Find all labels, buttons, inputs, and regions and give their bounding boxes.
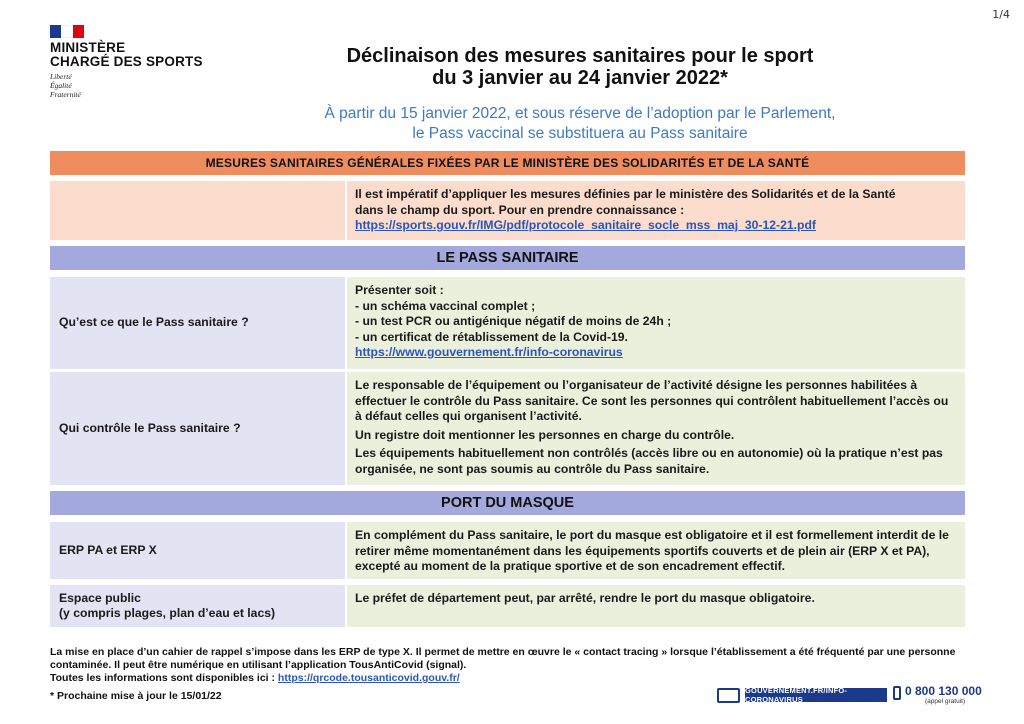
gov-info-banner[interactable]: GOUVERNEMENT.FR/INFO-CORONAVIRUS (745, 688, 887, 702)
pass-control-answer (347, 372, 965, 485)
pass-control-label: Qui contrôle le Pass sanitaire ? (59, 420, 241, 435)
mask-erp-text: En complément du Pass sanitaire, le port du masque est obligatoire et il est formellement interdit de le retirer même momentanément dans les équipements sportifs couverts et de plein air (ERP X et PA), excepté au moment de la pratique sportive et de son encadrement effectif. (355, 528, 949, 573)
pass-definition-line4: - un certificat de rétablissement de la Covid-19. (355, 329, 628, 344)
footer-note (50, 646, 990, 685)
ministry-name-line1: MINISTÈRE (50, 40, 126, 55)
mask-erp-question (50, 522, 345, 579)
subtitle-line1: À partir du 15 janvier 2022, et sous réserve de l’adoption par le Parlement, (324, 105, 836, 122)
pass-definition-line1: Présenter soit : (355, 283, 444, 297)
motto-egalite: Égalité (50, 81, 72, 90)
pass-control-para1: Le responsable de l’équipement ou l’organisateur de l’activité désigne les personnes habilitées à effectuer le contrôle du Pass sanitaire. Ce sont les personnes qui contrôlent habituellement l’accès ou à défaut celles qui organisent l’activité. (355, 378, 949, 423)
info-line (50, 672, 990, 685)
french-flag-icon (50, 25, 84, 38)
pass-sanitaire-header: LE PASS SANITAIRE (50, 246, 965, 270)
mask-public-question (50, 585, 345, 627)
pass-definition-line3: - un test PCR ou antigénique négatif de moins de 24h ; (355, 314, 672, 328)
general-measures-label-cell (50, 181, 345, 240)
next-update-note: * Prochaine mise à jour le 15/01/22 (50, 690, 222, 702)
pass-definition-question (50, 277, 345, 369)
motto-fraternite: Fraternité (50, 90, 81, 99)
general-measures-text-cell (347, 181, 965, 240)
page-title (255, 45, 905, 89)
mask-public-label-line1: Espace public (59, 590, 141, 605)
page-subtitle (210, 104, 950, 144)
ministry-name-line2: CHARGÉ DES SPORTS (50, 54, 203, 69)
protocol-link[interactable]: https://sports.gouv.fr/IMG/pdf/protocole_sanitaire_socle_mss_maj_30-12-21.pdf (355, 218, 816, 232)
pass-control-para2: Un registre doit mentionner les personnes en charge du contrôle. (355, 427, 735, 442)
pass-definition-line2: - un schéma vaccinal complet ; (355, 298, 536, 313)
pass-control-para3: Les équipements habituellement non contrôlés (accès libre ou en autonomie) où la pratique n’est pas organisée, ne sont pas soumis au contrôle du Pass sanitaire. (355, 446, 943, 476)
mask-erp-label: ERP PA et ERP X (59, 542, 157, 557)
mask-public-label-line2: (y compris plages, plan d’eau et lacs) (59, 606, 276, 620)
page-number: 1/4 (992, 8, 1010, 21)
subtitle-line2: le Pass vaccinal se substituera au Pass sanitaire (412, 125, 748, 142)
info-prefix: Toutes les informations sont disponibles ici : (50, 672, 278, 684)
pass-control-question (50, 372, 345, 485)
pass-definition-label: Qu’est ce que le Pass sanitaire ? (59, 315, 249, 330)
mask-public-text: Le préfet de département peut, par arrêté, rendre le port du masque obligatoire. (355, 591, 815, 605)
mask-public-answer (347, 585, 965, 627)
computer-icon (717, 688, 740, 703)
pass-definition-answer (347, 277, 965, 369)
mask-erp-answer (347, 522, 965, 579)
title-line1: Déclinaison des mesures sanitaires pour le sport (346, 45, 814, 67)
ministry-logo (50, 25, 220, 99)
hotline-number[interactable]: 0 800 130 000 (905, 684, 982, 698)
contact-tracing-note: La mise en place d’un cahier de rappel s’impose dans les ERP de type X. Il permet de mettre en œuvre le « contact tracing » lorsque l’établissement a été fréquenté par une personne contaminée. Il peut être numérique en utilisant l’application TousAntiCovid (signal). (50, 646, 956, 671)
phone-icon (893, 686, 901, 700)
hotline-note: (appel gratuit) (925, 698, 966, 705)
general-measures-header: MESURES SANITAIRES GÉNÉRALES FIXÉES PAR LE MINISTÈRE DES SOLIDARITÉS ET DE LA SANTÉ (50, 151, 965, 175)
mask-header: PORT DU MASQUE (50, 491, 965, 515)
general-measures-text-line2: dans le champ du sport. Pour en prendre connaissance : (355, 202, 685, 217)
general-measures-text-line1: Il est impératif d’appliquer les mesures définies par le ministère des Solidarités et de la Santé (355, 187, 896, 201)
tousanticovid-link[interactable]: https://qrcode.tousanticovid.gouv.fr/ (277, 672, 460, 684)
title-line2: du 3 janvier au 24 janvier 2022* (432, 67, 728, 89)
motto-liberte: Liberté (50, 72, 72, 81)
gouvernement-info-link[interactable]: https://www.gouvernement.fr/info-coronavirus (355, 345, 623, 359)
